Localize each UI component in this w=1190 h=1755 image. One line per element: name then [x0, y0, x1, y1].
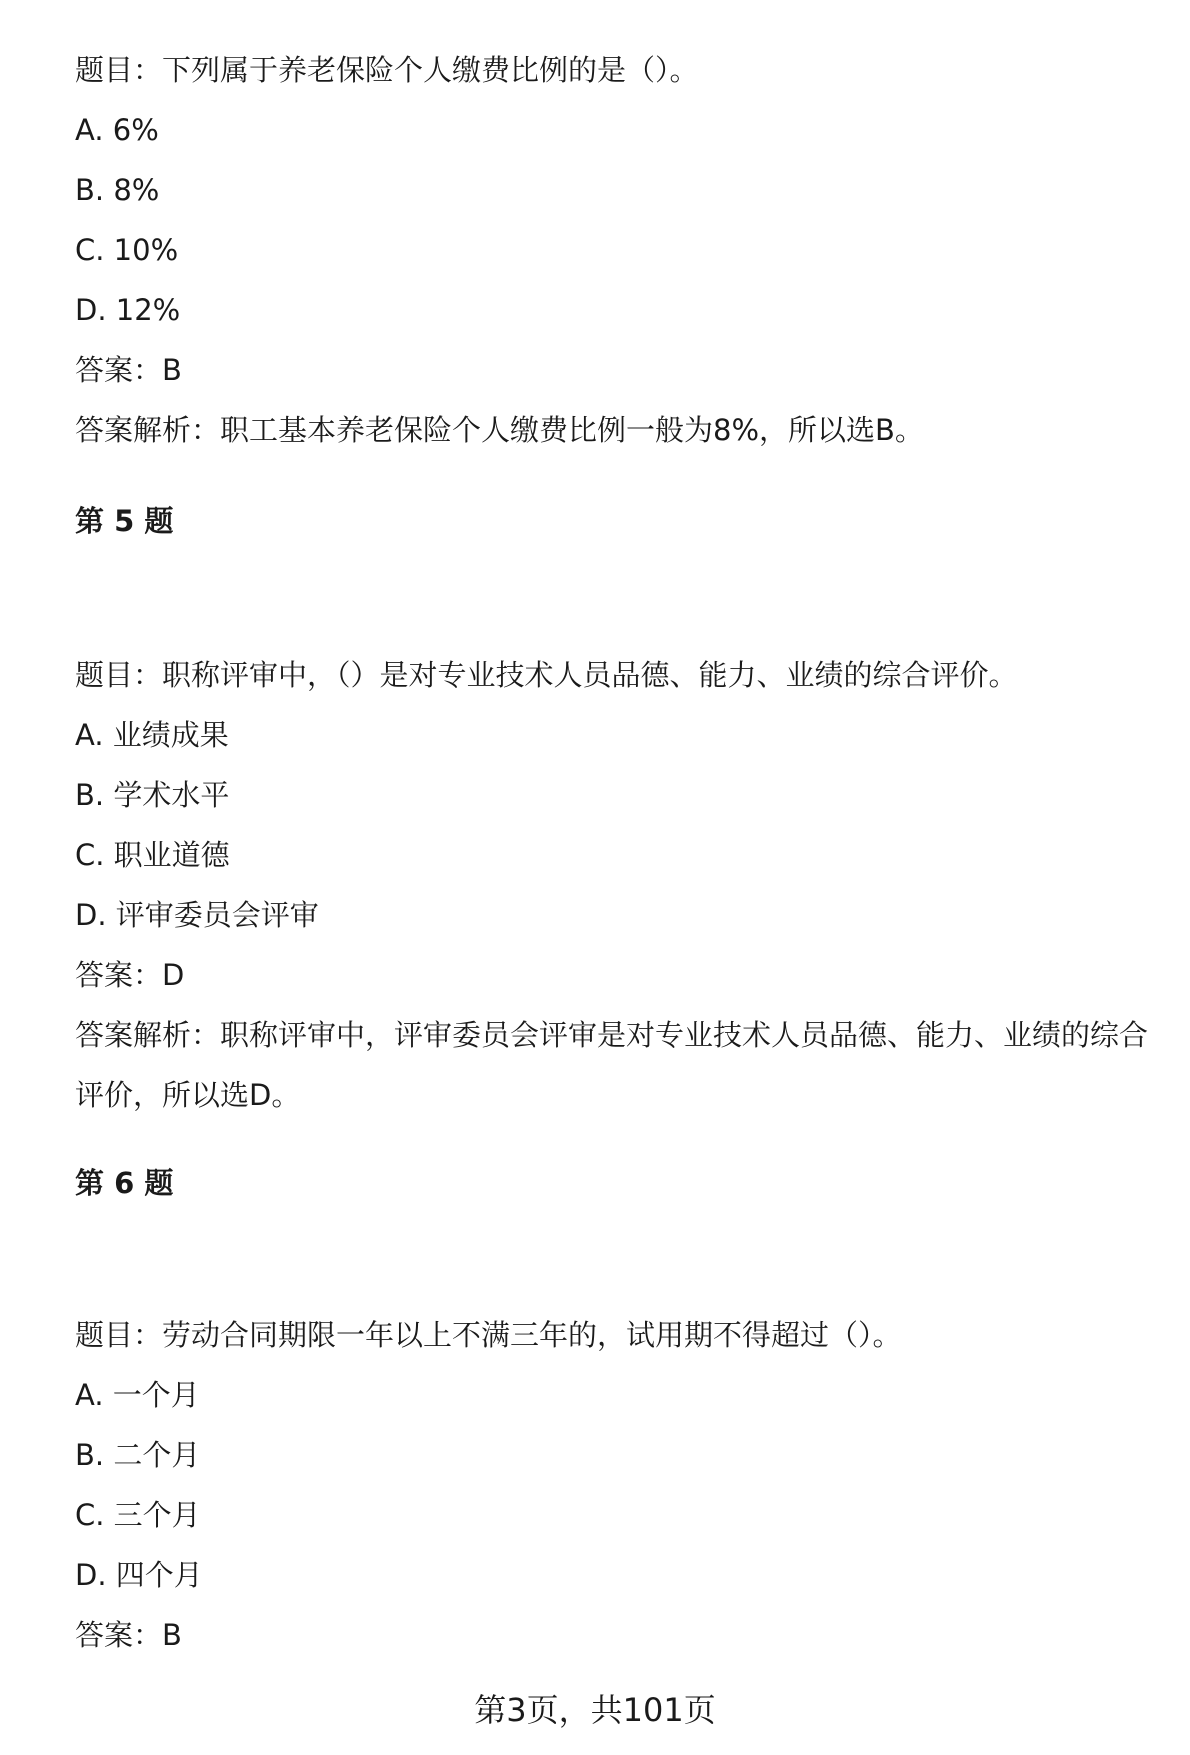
question-text: 题目：下列属于养老保险个人缴费比例的是（）。	[75, 53, 699, 87]
option-b: B. 学术水平	[75, 778, 230, 812]
option-c: C. 10%	[75, 233, 179, 267]
question-text: 题目：职称评审中，（）是对专业技术人员品德、能力、业绩的综合评价。	[75, 658, 1018, 692]
option-d: D. 评审委员会评审	[75, 898, 319, 932]
option-a: A. 一个月	[75, 1378, 200, 1412]
option-a: A. 6%	[75, 113, 159, 147]
answer: 答案：D	[75, 958, 185, 992]
option-b: B. 二个月	[75, 1438, 201, 1472]
question-heading: 第 6 题	[75, 1166, 174, 1200]
option-c: C. 三个月	[75, 1498, 201, 1532]
answer-explanation: 答案解析：职称评审中，评审委员会评审是对专业技术人员品德、能力、业绩的综合评价，所以选D。	[75, 1018, 1149, 1112]
option-a: A. 业绩成果	[75, 718, 229, 752]
question-text: 题目：劳动合同期限一年以上不满三年的，试用期不得超过（）。	[75, 1318, 902, 1352]
answer: 答案：B	[75, 1618, 182, 1652]
question-heading: 第 5 题	[75, 504, 174, 538]
option-d: D. 12%	[75, 293, 181, 327]
answer: 答案：B	[75, 353, 182, 387]
option-d: D. 四个月	[75, 1558, 203, 1592]
option-b: B. 8%	[75, 173, 160, 207]
answer-explanation: 答案解析：职工基本养老保险个人缴费比例一般为8%，所以选B。	[75, 413, 924, 447]
option-c: C. 职业道德	[75, 838, 230, 872]
page-number: 第3页，共101页	[474, 1691, 716, 1729]
